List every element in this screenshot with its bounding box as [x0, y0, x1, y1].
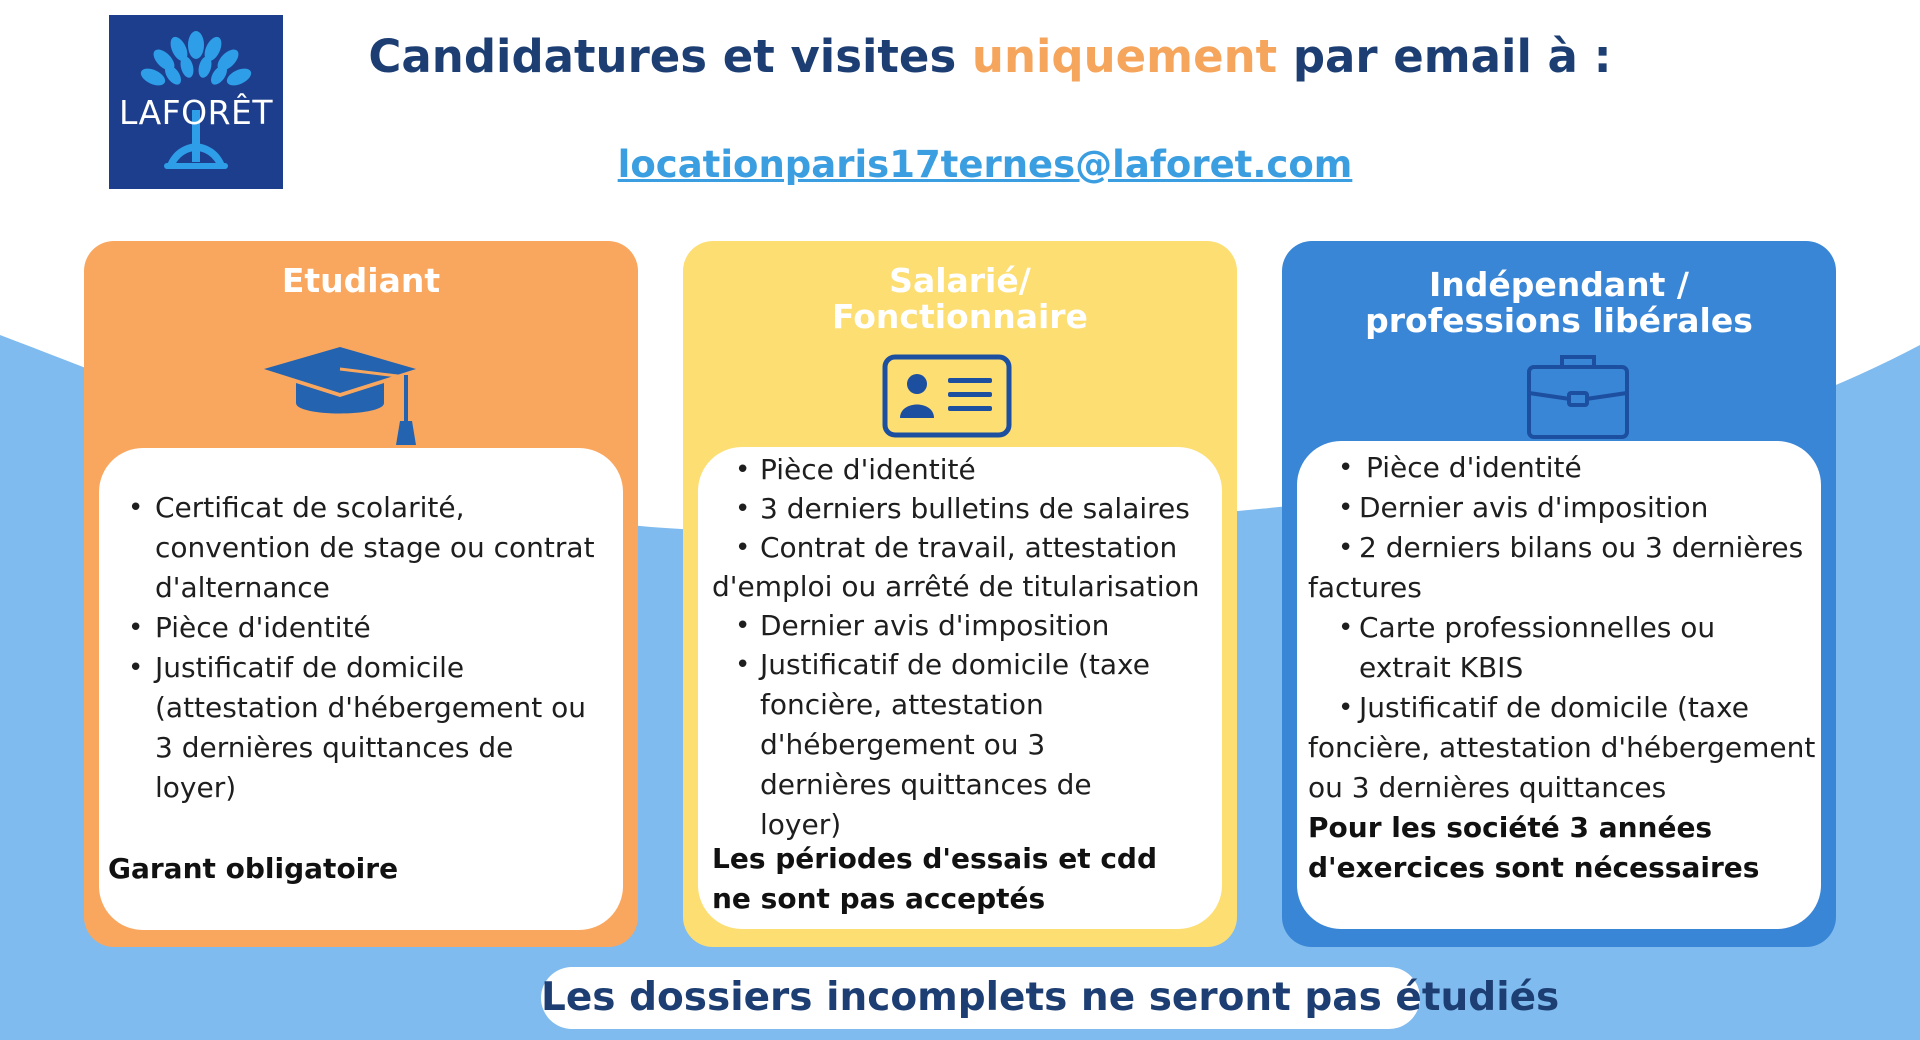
- card-content: [698, 447, 1222, 929]
- card-content: [1297, 441, 1821, 929]
- headline-end: par email à :: [1292, 30, 1612, 83]
- card-title: Salarié/ Fonctionnaire: [832, 261, 1088, 336]
- list-item: • Justificatif de domicile (taxe: [1338, 691, 1749, 724]
- list-item: • Certificat de scolarité, convention de stage ou contrat d'alternance: [128, 491, 595, 604]
- list-item: • Pièce d'identité: [1338, 451, 1582, 484]
- card-content: [99, 448, 623, 930]
- list-item: • Justificatif de domicile (taxe foncière, attestation d'hébergement ou 3 dernières quittances de loyer): [735, 648, 1150, 841]
- list-item: • 3 derniers bulletins de salaires: [735, 492, 1190, 525]
- list-item: • Contrat de travail, attestation: [735, 531, 1178, 564]
- headline-start: Candidatures et visites: [368, 30, 957, 83]
- list-item: • Dernier avis d'imposition: [1338, 491, 1709, 524]
- list-item: • Justificatif de domicile (attestation d'hébergement ou 3 dernières quittances de loyer): [128, 651, 586, 804]
- card-employee: [683, 241, 1237, 947]
- graduation-cap-icon: [260, 341, 420, 447]
- id-card-icon: [882, 354, 1012, 438]
- list-item: • 2 derniers bilans ou 3 dernières: [1338, 531, 1804, 564]
- card-student: [84, 241, 638, 947]
- contact-email-link[interactable]: locationparis17ternes@laforet.com: [617, 143, 1353, 186]
- briefcase-icon: [1526, 353, 1630, 441]
- list-item-continuation: factures: [1308, 571, 1422, 604]
- contract-note: Les périodes d'essais et cdd ne sont pas acceptés: [712, 842, 1158, 915]
- card-title: Etudiant: [281, 261, 441, 300]
- list-item-continuation: foncière, attestation d'hébergement: [1308, 731, 1816, 764]
- guarantor-note: Garant obligatoire: [108, 852, 399, 885]
- list-item-continuation: d'emploi ou arrêté de titularisation: [712, 570, 1200, 603]
- card-independent: [1282, 241, 1836, 947]
- list-item: • Pièce d'identité: [128, 611, 371, 644]
- document-list: [128, 488, 598, 808]
- incomplete-files-banner: Les dossiers incomplets ne seront pas étudiés: [541, 967, 1420, 1029]
- list-item: • Dernier avis d'imposition: [735, 609, 1110, 642]
- page-title: [300, 30, 1680, 83]
- card-title: Indépendant / professions libérales: [1365, 265, 1753, 340]
- list-item: • Carte professionnelles ou extrait KBIS: [1338, 611, 1716, 684]
- headline-accent: uniquement: [971, 30, 1278, 83]
- list-item-continuation: ou 3 dernières quittances: [1308, 771, 1667, 804]
- company-note: Pour les société 3 années d'exercices sont nécessaires: [1308, 811, 1760, 884]
- laforet-logo: [109, 15, 283, 189]
- list-item: • Pièce d'identité: [735, 453, 976, 486]
- logo-text: LAFORÊT: [118, 93, 274, 132]
